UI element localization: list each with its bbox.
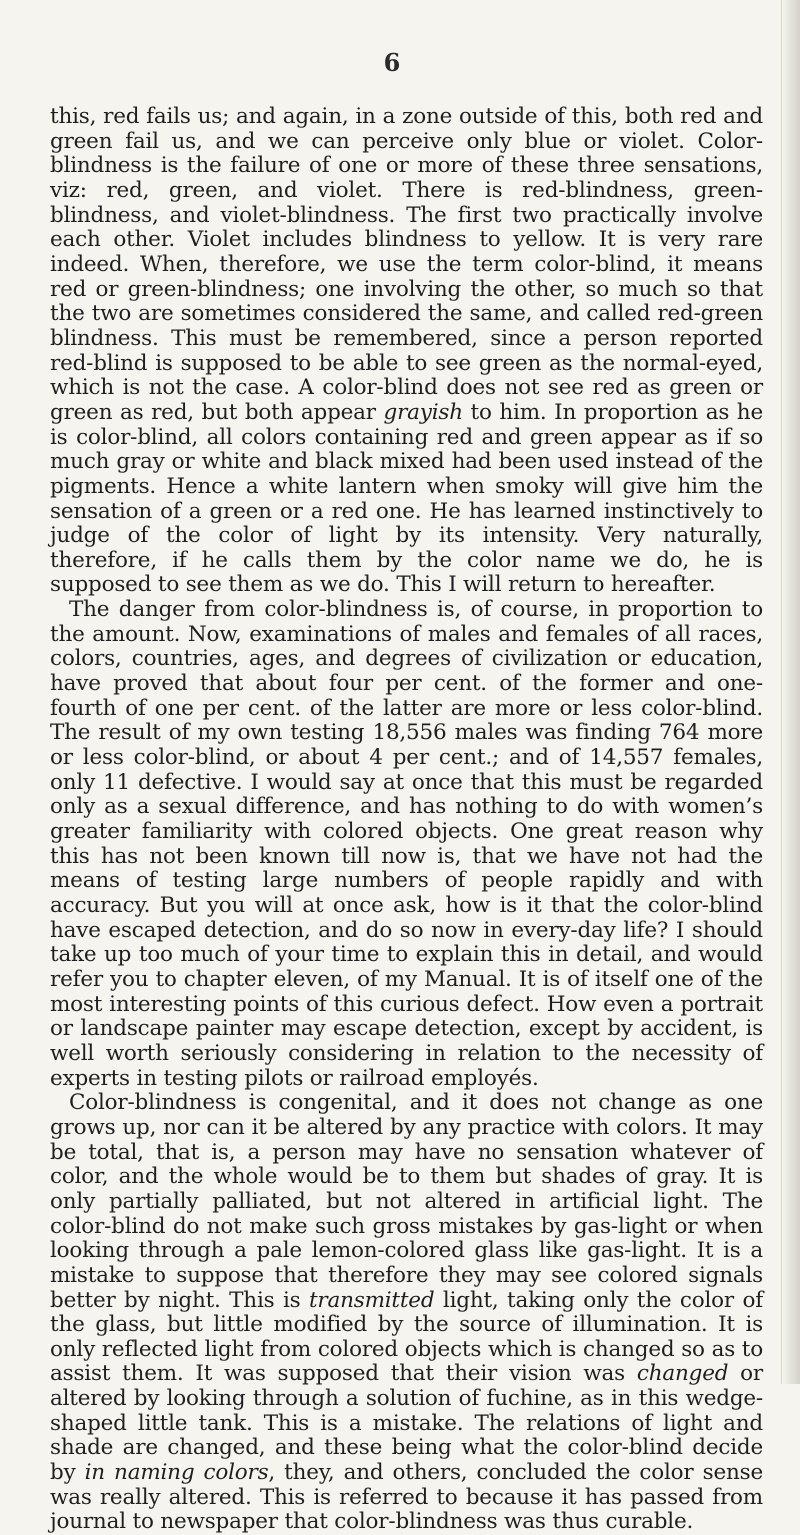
paragraph-3 [50,1091,763,1535]
text-segment: or altered by looking through a solution of fuchine, as in this wedge-shaped little tank. This is a mistake. The relations of light and shade are changed, and these being what the color-blind decide by [50,1361,763,1486]
text-segment: to him. In proportion as he is color-blind, all colors containing red and green appear as if so much gray or white and black mixed had been used instead of the pigments. Hence a white lantern when smoky will give him the sensation of a green or a red one. He has learned instinctively to judge of the color of light by its intensity. Very naturally, therefore, if he calls them by the color name we do, he is supposed to see them as we do. This I will return to hereafter. [50,399,763,598]
paragraph-2 [50,598,763,1091]
text-segment: light, taking only the color of the glass, but little modified by the source of illumination. It is only reflected light from colored objects which is changed so as to assist them. It was supposed that their vision was [50,1287,763,1387]
text-segment: The danger from color-blindness is, of course, in proportion to the amount. Now, examinations of males and females of all races, colors, countries, ages, and degrees of civilization or education, have proved that about four per cent. of the former and one-fourth of one per cent. of the latter are more or less color-blind. The result of my own testing 18,556 males was finding 764 more or less color-blind, or about 4 per cent.; and of 14,557 females, only 11 defective. I would say at once that this must be regarded only as a sexual difference, and has nothing to do with women’s greater familiarity with colored objects. One great reason why this has not been known till now is, that we have not had the means of testing large numbers of people rapidly and with accuracy. But you will at once ask, how is it that the color-blind have escaped detection, and do so now in every-day life? I should take up too much of your time to explain this in detail, and would refer you to chapter eleven, of my Manual. It is of itself one of the most interesting points of this curious defect. How even a portrait or landscape painter may escape detection, except by accident, is well worth seriously considering in relation to the necessity of experts in testing pilots or railroad employés. [50,597,763,1091]
italic-text-segment: transmitted [308,1287,435,1313]
italic-text-segment: grayish [383,399,463,425]
text-segment: , they, and others, concluded the color sense was really altered. This is referred to because it has passed from journal to newspaper that color-blindness was thus curable. [50,1460,763,1535]
paragraph-1 [50,105,763,598]
body-text [50,105,763,1535]
page-number: 6 [383,48,401,77]
italic-text-segment: in naming colors [84,1460,269,1486]
italic-text-segment: changed [636,1361,729,1387]
text-segment: this, red fails us; and again, in a zone outside of this, both red and green fail us, and we can perceive only blue or violet. Color-blindness is the failure of one or more of these three sensations, viz: red, green, and violet. There is red-blindness, green-blindness, and violet-blindness. The first two practically involve each other. Violet includes blindness to yellow. It is very rare indeed. When, therefore, we use the term color-blind, it means red or green-blindness; one involving the other, so much so that the two are sometimes considered the same, and called red-green blindness. This must be remembered, since a person reported red-blind is supposed to be able to see green as the normal-eyed, which is not the case. A color-blind does not see red as green or green as red, but both appear [50,104,763,425]
text-segment: Color-blindness is congenital, and it does not change as one grows up, nor can it be altered by any practice with colors. It may be total, that is, a person may have no sensation whatever of color, and the whole would be to them but shades of gray. It is only partially palliated, but not altered in artificial light. The color-blind do not make such gross mistakes by gas-light or when looking through a pale lemon-colored glass like gas-light. It is a mistake to suppose that therefore they may see colored signals better by night. This is [50,1090,763,1313]
page-edge [781,0,800,1384]
